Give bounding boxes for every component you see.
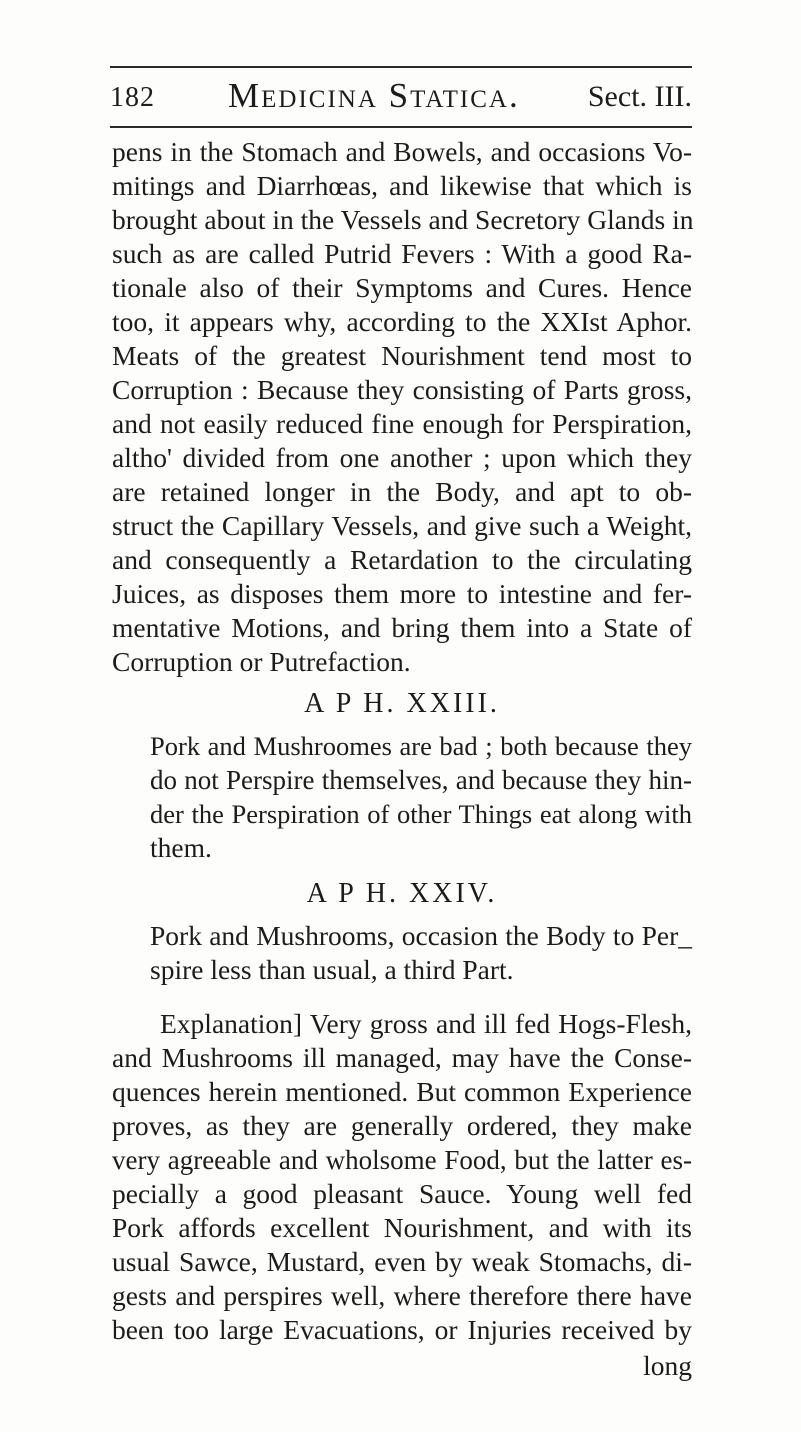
page-header — [110, 74, 692, 126]
aphorism-heading-23: A P H. XXIII. — [304, 688, 500, 719]
text-line: quences herein mentioned. But common Experience — [112, 1076, 692, 1107]
text-line: tionale also of their Symptoms and Cures. Hence — [112, 272, 692, 303]
aphorism-heading-24: A P H. XXIV. — [306, 878, 498, 909]
text-line: Corruption : Because they consisting of Parts gross, — [112, 374, 692, 405]
catchword: long — [643, 1350, 692, 1381]
text-line: altho' divided from one another ; upon which they — [112, 442, 692, 473]
text-line: been too large Evacuations, or Injuries received by — [112, 1314, 692, 1345]
text-line: gests and perspires well, where therefore there have — [112, 1280, 692, 1311]
quote-line: do not Perspire themselves, and because they hin- — [150, 765, 692, 795]
running-title: Medicina Statica. — [228, 76, 520, 115]
text-line: usual Sawce, Mustard, even by weak Stomachs, di- — [112, 1246, 692, 1277]
text-line: Meats of the greatest Nourishment tend most to — [112, 340, 692, 371]
quote-line: them. — [150, 832, 212, 863]
quote-line: Pork and Mushroomes are bad ; both because they — [150, 731, 692, 761]
text-line: Corruption or Putrefaction. — [112, 646, 411, 677]
text-line: proves, as they are generally ordered, they make — [112, 1110, 692, 1141]
quote-line: Pork and Mushrooms, occasion the Body to Per_ — [150, 920, 692, 951]
text-line: are retained longer in the Body, and apt to ob- — [112, 476, 692, 507]
text-line: and not easily reduced fine enough for Perspiration, — [112, 408, 692, 439]
quote-line: spire less than usual, a third Part. — [150, 954, 514, 985]
text-line: brought about in the Vessels and Secretory Glands in — [112, 204, 694, 235]
text-line: and consequently a Retardation to the circulating — [112, 544, 692, 575]
header-rule-bottom — [110, 126, 692, 128]
text-line: pecially a good pleasant Sauce. Young well fed — [112, 1178, 692, 1209]
text-line: mentative Motions, and bring them into a State of — [112, 612, 692, 643]
text-line: mitings and Diarrhœas, and likewise that which is — [112, 170, 692, 201]
text-line: too, it appears why, according to the XXIst Aphor. — [112, 306, 692, 337]
header-rule-top — [110, 66, 692, 68]
text-line: struct the Capillary Vessels, and give such a Weight, — [112, 510, 692, 541]
text-line: and Mushrooms ill managed, may have the Conse- — [112, 1042, 692, 1073]
text-line: Pork affords excellent Nourishment, and with its — [112, 1212, 692, 1243]
text-line: Explanation] Very gross and ill fed Hogs-Flesh, — [160, 1008, 692, 1039]
text-line: very agreeable and wholsome Food, but the latter es- — [112, 1145, 692, 1175]
section-label: Sect. III. — [587, 80, 692, 113]
text-line: Juices, as disposes them more to intestine and fer- — [112, 578, 692, 609]
quote-line: der the Perspiration of other Things eat along with — [150, 799, 692, 829]
text-line: such as are called Putrid Fevers : With a good Ra- — [112, 238, 692, 269]
page-number: 182 — [110, 82, 155, 113]
text-line: pens in the Stomach and Bowels, and occasions Vo- — [112, 136, 692, 167]
